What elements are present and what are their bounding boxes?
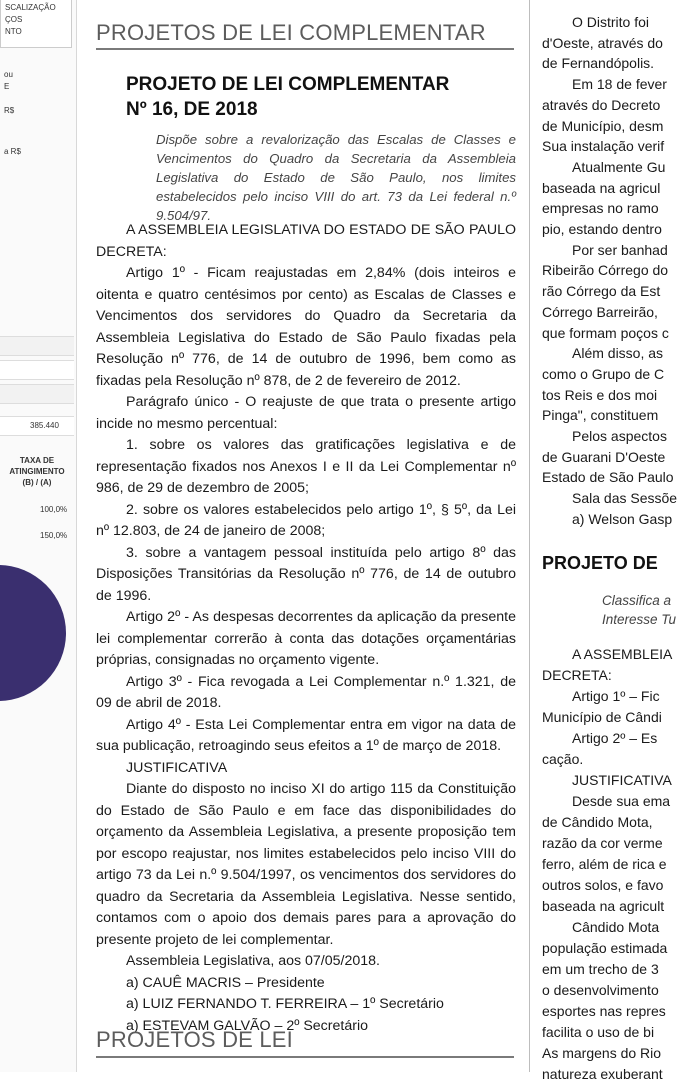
- item-2: 2. sobre os valores estabelecidos pelo artigo 1º, § 5º, da Lei nº 12.803, de 24 de janeiro de 2008;: [96, 501, 516, 539]
- left-top-line: SCALIZAÇÃO: [5, 3, 56, 12]
- article-3: Artigo 3º - Fica revogada a Lei Complementar n.º 1.321, de 09 de abril de 2018.: [96, 673, 516, 711]
- left-mid-line: E: [4, 82, 10, 91]
- left-table-row: [0, 336, 74, 356]
- right-text-line: Sala das Sessõe: [572, 490, 677, 507]
- right-text-line: em um trecho de 3: [542, 961, 659, 977]
- left-side-panel: [0, 0, 77, 1072]
- section-header: PROJETOS DE LEI COMPLEMENTAR: [96, 20, 486, 45]
- signature-3: a) ESTEVAM GALVÃO – 2º Secretário: [126, 1017, 368, 1034]
- right-text-line: As margens do Rio: [542, 1045, 662, 1061]
- left-info-box: [0, 0, 72, 48]
- right-text-line: JUSTIFICATIVA: [572, 772, 672, 788]
- right-text-line: Por ser banhad: [572, 241, 668, 258]
- law-title-line2: Nº 16, DE 2018: [126, 99, 258, 120]
- right-text-line: que formam poços c: [542, 324, 669, 341]
- right-text-line: Além disso, as: [572, 345, 664, 362]
- paragrafo-unico: Parágrafo único - O reajuste de que trata o presente artigo incide no mesmo percentual:: [96, 394, 516, 432]
- law-body: [96, 220, 516, 1037]
- right-text-line: ferro, além de rica e: [542, 856, 667, 872]
- right-text-line: esportes nas repres: [542, 1003, 666, 1019]
- right-text-line: Ribeirão Córrego do: [542, 262, 669, 279]
- section-header-2: PROJETOS DE LEI: [96, 1027, 293, 1052]
- left-table-row: [0, 416, 74, 436]
- local-date: Assembleia Legislativa, aos 07/05/2018.: [126, 953, 380, 969]
- law-title: [126, 72, 449, 122]
- right-text-line: outros solos, e favo: [542, 877, 664, 893]
- article-4: Artigo 4º - Esta Lei Complementar entra em vigor na data de sua publicação, retroagindo seus efeitos a 1º de março de 2018.: [96, 716, 516, 754]
- right-text-line: Desde sua ema: [572, 793, 671, 809]
- right-text-line: de Município, desm: [542, 117, 664, 134]
- signature-1: a) CAUÊ MACRIS – Presidente: [126, 974, 325, 991]
- right-text-line: de Cândido Mota,: [542, 814, 653, 830]
- right-text-line: Córrego Barreirão,: [542, 303, 658, 320]
- right-text-line: rão Córrego da Est: [542, 283, 661, 300]
- left-mid-line: R$: [4, 106, 15, 115]
- right-text-line: Município de Cândi: [542, 709, 662, 725]
- left-top-line: NTO: [5, 27, 22, 36]
- article-1: Artigo 1º - Ficam reajustadas em 2,84% (dois inteiros e oitenta e quatro centésimos por cento) as Escalas de Classes e Vencimentos dos servidores do Quadro da Secretaria da Assembleia Legislativa do Estado de São Paulo fixadas pela Resolução nº 776, de 14 de outubro de 1996, bem como as fixadas pela Resolução nº 878, de 2 de fevereiro de 2012.: [96, 265, 516, 389]
- left-table-row: [0, 384, 74, 404]
- right-text-line: população estimada: [542, 940, 668, 956]
- main-column: [88, 0, 525, 1072]
- right-ementa-line: Interesse Tu: [602, 612, 677, 627]
- justificativa-text: Diante do disposto no inciso XI do artigo 115 da Constituição do Estado de São Paulo e em face das disponibilidades do orçamento da Assembleia Legislativa, a presente proposição tem por escopo reajustar, nos limites estabelecidos pelo inciso VIII do artigo 73 da Lei n.º 9.504/1997, os vencimentos dos servidores do quadro da Secretaria da Assembleia Legislativa. Nesse sentido, contamos com o apoio dos demais pares para a aprovação do presente projeto de lei complementar.: [96, 781, 516, 948]
- left-mid-line: ou: [4, 70, 13, 79]
- section-rule: [96, 48, 514, 50]
- item-1: 1. sobre os valores das gratificações legislativa e de representação fixados nos Anexos I e II da Lei Complementar nº 986, de 29 de dezembro de 2005;: [96, 437, 516, 496]
- right-text-line: Artigo 1º – Fic: [572, 688, 660, 704]
- header-line: ATINGIMENTO: [9, 467, 65, 476]
- pie-chart-fragment: [0, 565, 66, 701]
- right-text-line: como o Grupo de C: [542, 365, 665, 382]
- column-divider: [529, 0, 530, 1072]
- right-heading: PROJETO DE: [542, 553, 658, 573]
- right-text-line: de Fernandópolis.: [542, 55, 655, 72]
- right-text-line: facilita o uso de bi: [542, 1024, 655, 1040]
- right-text-line: Artigo 2º – Es: [572, 730, 658, 746]
- section-rule-2: [96, 1056, 514, 1058]
- left-top-line: ÇOS: [5, 15, 23, 24]
- law-title-line1: PROJETO DE LEI COMPLEMENTAR: [126, 74, 450, 95]
- right-text-line: Cândido Mota: [572, 919, 660, 935]
- signature-2: a) LUIZ FERNANDO T. FERREIRA – 1º Secretário: [126, 996, 444, 1012]
- right-text-line: d'Oeste, através do: [542, 34, 663, 51]
- right-text-line: pio, estando dentro: [542, 221, 662, 237]
- right-text-line: Sua instalação verif: [542, 138, 665, 155]
- left-mid-line: a R$: [4, 147, 21, 156]
- right-text-line: de Guarani D'Oeste: [542, 448, 666, 465]
- right-text-line: baseada na agricult: [542, 898, 665, 914]
- right-text-line: cação.: [542, 751, 584, 767]
- right-text-line: empresas no ramo: [542, 200, 659, 217]
- left-row-value: 100,0%: [40, 505, 68, 514]
- right-text-line: natureza exuberant: [542, 1066, 663, 1082]
- right-text-line: Estado de São Paulo: [542, 469, 674, 486]
- left-total-value: 385.440: [30, 421, 59, 430]
- right-text-line: a) Welson Gasp: [572, 510, 673, 527]
- article-2: Artigo 2º - As despesas decorrentes da aplicação da presente lei complementar correrão à conta das dotações orçamentárias próprias, consignadas no orçamento vigente.: [96, 609, 516, 668]
- justificativa-label: JUSTIFICATIVA: [126, 759, 228, 776]
- left-table-row: [0, 360, 74, 380]
- right-text-line: o desenvolvimento: [542, 982, 659, 998]
- right-text-line: DECRETA:: [542, 667, 612, 683]
- right-ementa-line: Classifica a: [602, 593, 672, 608]
- right-text-line: através do Decreto: [542, 96, 661, 113]
- left-row-value: 150,0%: [40, 531, 68, 540]
- item-3: 3. sobre a vantagem pessoal instituída pelo artigo 8º das Disposições Transitórias da Resolução nº 776, de 14 de outubro de 1996.: [96, 544, 516, 604]
- header-line: TAXA DE: [19, 456, 55, 465]
- right-text-line: O Distrito foi: [572, 14, 650, 30]
- right-text-line: A ASSEMBLEIA: [572, 646, 673, 662]
- right-text-line: Em 18 de fever: [572, 76, 667, 93]
- right-text-line: Pinga", constituem: [542, 407, 659, 424]
- right-text-line: tos Reis e dos moi: [542, 386, 658, 403]
- right-column: [542, 0, 677, 1082]
- header-line: (B) / (A): [22, 478, 52, 487]
- law-ementa: Dispõe sobre a revalorização das Escalas de Classes e Vencimentos do Quadro da Secretaria da Assembleia Legislativa do Estado de São Paulo, nos limites estabelecidos pelo inciso VIII do art. 73 da Lei federal n.º 9.504/97.: [156, 132, 516, 223]
- right-text-line: Pelos aspectos: [572, 428, 667, 444]
- right-text-line: razão da cor verme: [542, 835, 663, 851]
- left-column-header: [0, 455, 74, 488]
- right-text-line: baseada na agricul: [542, 179, 661, 196]
- right-text-line: Atualmente Gu: [572, 158, 666, 175]
- intro-paragraph: A ASSEMBLEIA LEGISLATIVA DO ESTADO DE SÃO PAULO DECRETA:: [96, 222, 516, 260]
